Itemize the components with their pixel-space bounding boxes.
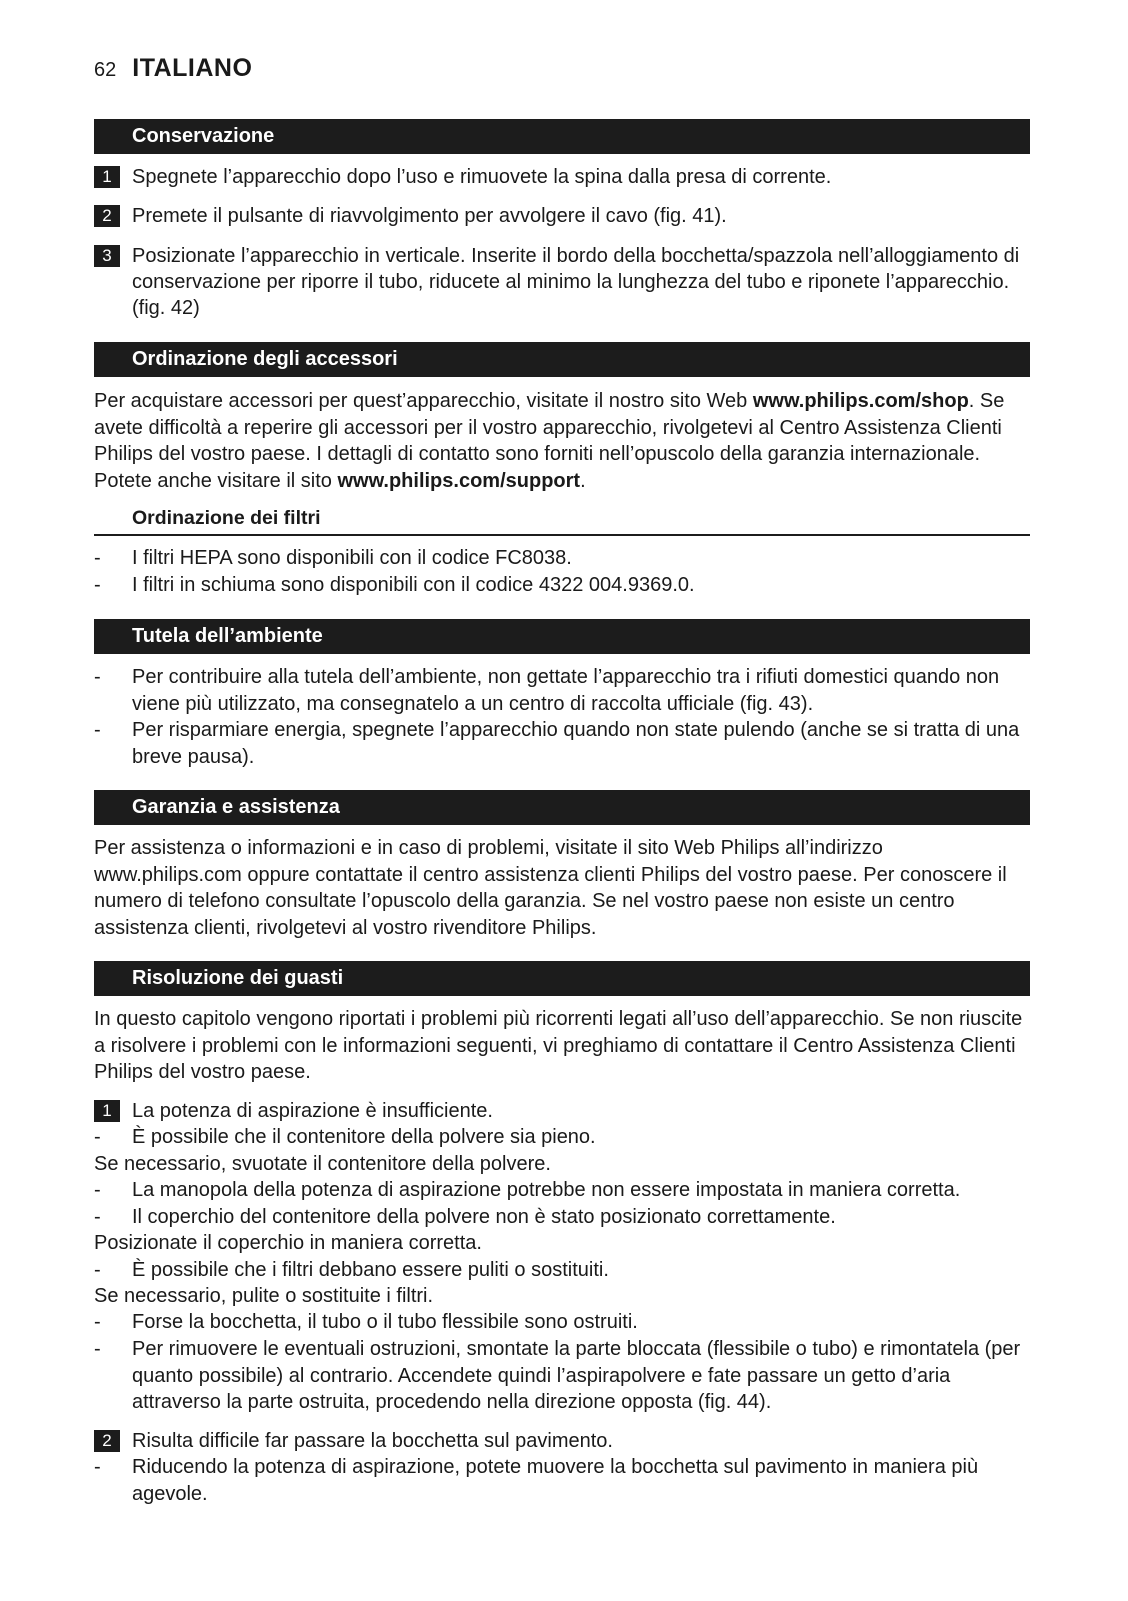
section-heading-ordinazione: Ordinazione degli accessori xyxy=(94,342,1030,377)
dash-bullet: - xyxy=(94,1259,101,1281)
problem-title: La potenza di aspirazione è insufficiente. xyxy=(132,1100,493,1122)
list-item xyxy=(94,1454,1030,1507)
list-item-text: Per contribuire alla tutela dell’ambiente, non gettate l’apparecchio tra i rifiuti domestici quando non viene più utilizzato, ma consegnatelo a un centro di raccolta ufficiale (fig. 43). xyxy=(132,666,1000,715)
step-text: Posizionate l’apparecchio in verticale. Inserite il bordo della bocchetta/spazzola nell’alloggiamento di conservazione per riporre il tubo, riducete al minimo la lunghezza del tubo e riponete l’apparecchio. (fig. 42) xyxy=(132,245,1020,319)
step-number: 1 xyxy=(94,166,120,188)
list-item xyxy=(94,545,1030,572)
list-item xyxy=(94,1336,1030,1416)
accessories-text-3: . xyxy=(580,469,586,492)
problem-number: 2 xyxy=(94,1430,120,1452)
list-item xyxy=(94,1124,1030,1151)
list-item xyxy=(94,717,1030,770)
list-item xyxy=(94,1177,1030,1204)
step-text: Spegnete l’apparecchio dopo l’uso e rimuovete la spina dalla presa di corrente. xyxy=(132,166,832,188)
problem-1 xyxy=(94,1098,1030,1124)
list-item-text: I filtri in schiuma sono disponibili con il codice 4322 004.9369.0. xyxy=(132,574,695,596)
section-heading-ambiente: Tutela dell’ambiente xyxy=(94,619,1030,654)
dash-bullet: - xyxy=(94,1456,101,1478)
list-item xyxy=(94,572,1030,599)
support-link[interactable]: www.philips.com/support xyxy=(337,469,581,492)
step-number: 2 xyxy=(94,205,120,227)
dash-bullet: - xyxy=(94,1311,101,1333)
list-item-text: Riducendo la potenza di aspirazione, potete muovere la bocchetta sul pavimento in maniera più agevole. xyxy=(132,1456,979,1505)
list-item-text: Per rimuovere le eventuali ostruzioni, smontate la parte bloccata (flessibile o tubo) e rimontatela (per quanto possibile) al contrario. Accendete quindi l’aspirapolvere e fate passare un getto d’aria attraverso la parte ostruita, procedendo nella direzione opposta (fig. 44). xyxy=(132,1338,1021,1413)
list-item-text: È possibile che il contenitore della polvere sia pieno. xyxy=(132,1126,596,1148)
solution-text: Se necessario, svuotate il contenitore della polvere. xyxy=(94,1153,551,1175)
section-heading-conservazione: Conservazione xyxy=(94,119,1030,154)
step-text: Premete il pulsante di riavvolgimento per avvolgere il cavo (fig. 41). xyxy=(132,205,727,227)
list-item-text: È possibile che i filtri debbano essere puliti o sostituiti. xyxy=(132,1259,609,1281)
list-item xyxy=(94,664,1030,717)
list-item-text: I filtri HEPA sono disponibili con il codice FC8038. xyxy=(132,547,572,569)
shop-link[interactable]: www.philips.com/shop xyxy=(752,390,969,412)
list-item-text: Forse la bocchetta, il tubo o il tubo flessibile sono ostruiti. xyxy=(132,1311,638,1333)
section-heading-guasti: Risoluzione dei guasti xyxy=(94,961,1030,996)
list-item xyxy=(94,1309,1030,1336)
dash-bullet: - xyxy=(94,666,101,688)
dash-bullet: - xyxy=(94,1338,101,1360)
step-3 xyxy=(94,243,1030,321)
accessories-paragraph xyxy=(94,388,1034,494)
problem-title: Risulta difficile far passare la bocchetta sul pavimento. xyxy=(132,1430,613,1452)
accessories-text-1: Per acquistare accessori per quest’apparecchio, visitate il nostro sito Web xyxy=(94,390,753,412)
dash-bullet: - xyxy=(94,1206,101,1228)
dash-bullet: - xyxy=(94,547,101,569)
dash-bullet: - xyxy=(94,574,101,596)
dash-bullet: - xyxy=(94,1126,101,1148)
accessories-text-2: . Se avete difficoltà a reperire gli accessori per il vostro apparecchio, rivolgetevi al Centro Assistenza Clienti Philips del vostro paese. I dettagli di contatto sono forniti nell’opuscolo della garanzia internazionale. Potete anche visitare il sito xyxy=(94,390,1005,492)
section-heading-garanzia: Garanzia e assistenza xyxy=(94,790,1030,825)
dash-bullet: - xyxy=(94,1179,101,1201)
troubleshooting-intro: In questo capitolo vengono riportati i problemi più ricorrenti legati all’uso dell’apparecchio. Se non riuscite a risolvere i problemi con le informazioni seguenti, vi preghiamo di contattare il Centro Assistenza Clienti Philips del vostro paese. xyxy=(94,1008,1023,1083)
list-item-text: La manopola della potenza di aspirazione potrebbe non essere impostata in maniera corretta. xyxy=(132,1179,961,1201)
subheading-filtri: Ordinazione dei filtri xyxy=(94,504,1030,536)
list-item-text: Il coperchio del contenitore della polvere non è stato posizionato correttamente. xyxy=(132,1206,836,1228)
problem-number: 1 xyxy=(94,1100,120,1122)
step-1 xyxy=(94,164,1030,190)
solution-text: Se necessario, pulite o sostituite i filtri. xyxy=(94,1285,434,1307)
page-number: 62 xyxy=(94,59,117,81)
warranty-paragraph: Per assistenza o informazioni e in caso di problemi, visitate il sito Web Philips all’indirizzo www.philips.com oppure contattate il centro assistenza clienti Philips del vostro paese. Per conoscere il numero di telefono consultate l’opuscolo della garanzia. Se nel vostro paese non esiste un centro assistenza clienti, rivolgetevi al vostro rivenditore Philips. xyxy=(94,837,1007,939)
language-title: ITALIANO xyxy=(132,54,253,82)
list-item xyxy=(94,1257,1030,1284)
solution-text: Posizionate il coperchio in maniera corretta. xyxy=(94,1232,482,1254)
list-item xyxy=(94,1204,1030,1231)
list-item-text: Per risparmiare energia, spegnete l’apparecchio quando non state pulendo (anche se si tratta di una breve pausa). xyxy=(132,719,1020,768)
step-2 xyxy=(94,203,1030,229)
page-header xyxy=(94,54,252,90)
step-number: 3 xyxy=(94,245,120,267)
dash-bullet: - xyxy=(94,719,101,741)
problem-2 xyxy=(94,1428,1030,1454)
